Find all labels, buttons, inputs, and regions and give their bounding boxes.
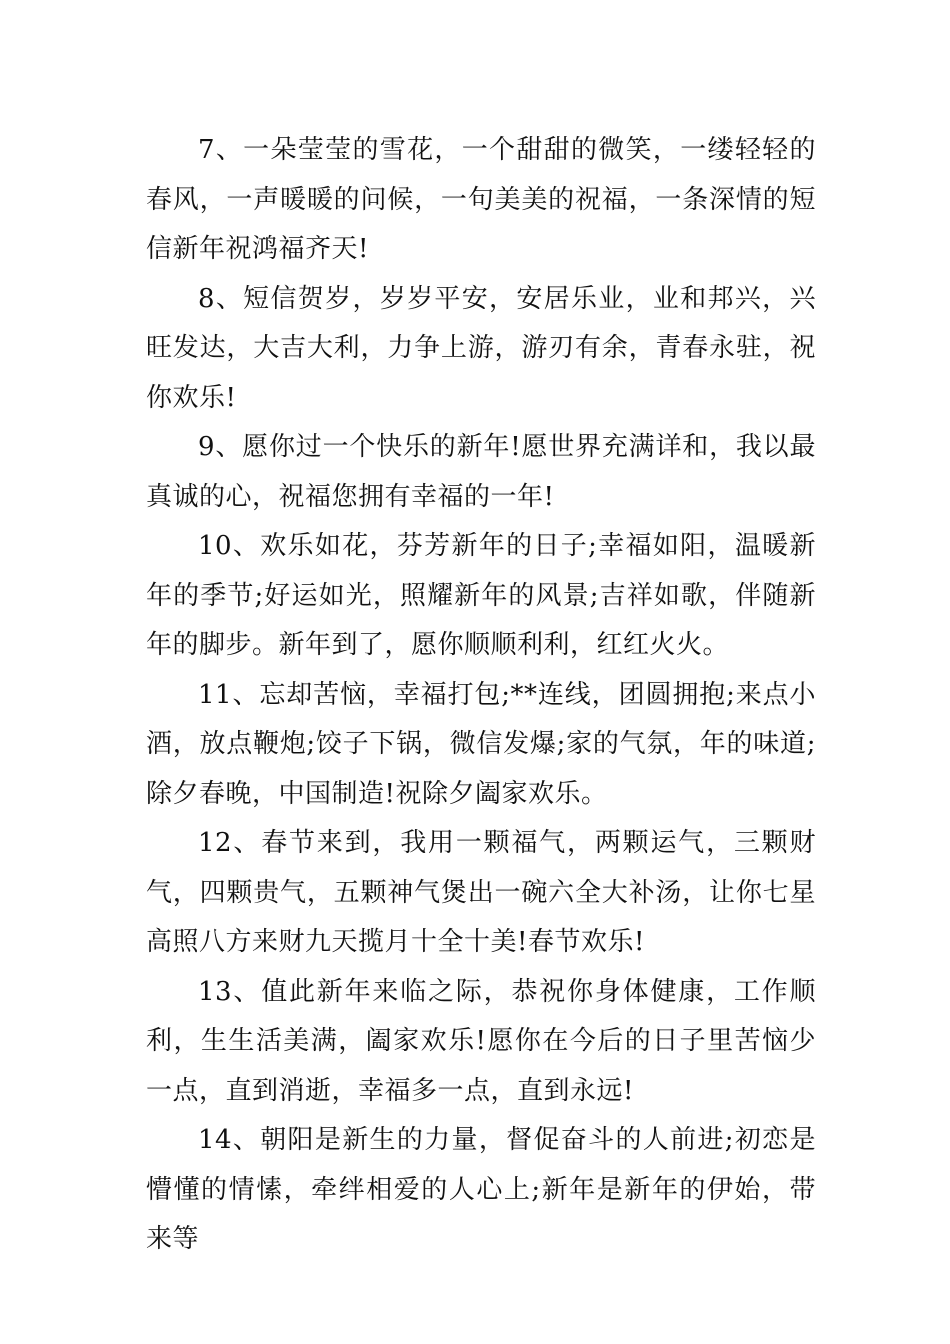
paragraph-13: 13、值此新年来临之际，恭祝你身体健康，工作顺利，生生活美满，阖家欢乐!愿你在今后的日子里苦恼少一点，直到消逝，幸福多一点，直到永远! [146,976,816,1106]
paragraph-7: 7、一朵莹莹的雪花，一个甜甜的微笑，一缕轻轻的春风，一声暖暖的问候，一句美美的祝福，一条深情的短信新年祝鸿福齐天! [146,135,816,264]
paragraph-11: 11、忘却苦恼，幸福打包;**连线，团圆拥抱;来点小酒，放点鞭炮;饺子下锅，微信发爆;家的气氛，年的味道;除夕春晚，中国制造!祝除夕阖家欢乐。 [146,679,816,809]
paragraph-9: 9、愿你过一个快乐的新年!愿世界充满详和，我以最真诚的心，祝福您拥有幸福的一年! [146,432,816,512]
paragraph-8: 8、短信贺岁，岁岁平安，安居乐业，业和邦兴，兴旺发达，大吉大利，力争上游，游刃有余，青春永驻，祝你欢乐! [146,283,816,413]
paragraph-12: 12、春节来到，我用一颗福气，两颗运气，三颗财气，四颗贵气，五颗神气煲出一碗六全大补汤，让你七星高照八方来财九天揽月十全十美!春节欢乐! [146,828,816,957]
paragraph-10: 10、欢乐如花，芬芳新年的日子;幸福如阳，温暖新年的季节;好运如光，照耀新年的风景;吉祥如歌，伴随新年的脚步。新年到了，愿你顺顺利利，红红火火。 [146,531,816,660]
document-body [146,126,816,1265]
paragraph-14: 14、朝阳是新生的力量，督促奋斗的人前进;初恋是懵懂的情愫，牵绊相爱的人心上;新年是新年的伊始，带来等 [146,1125,816,1254]
